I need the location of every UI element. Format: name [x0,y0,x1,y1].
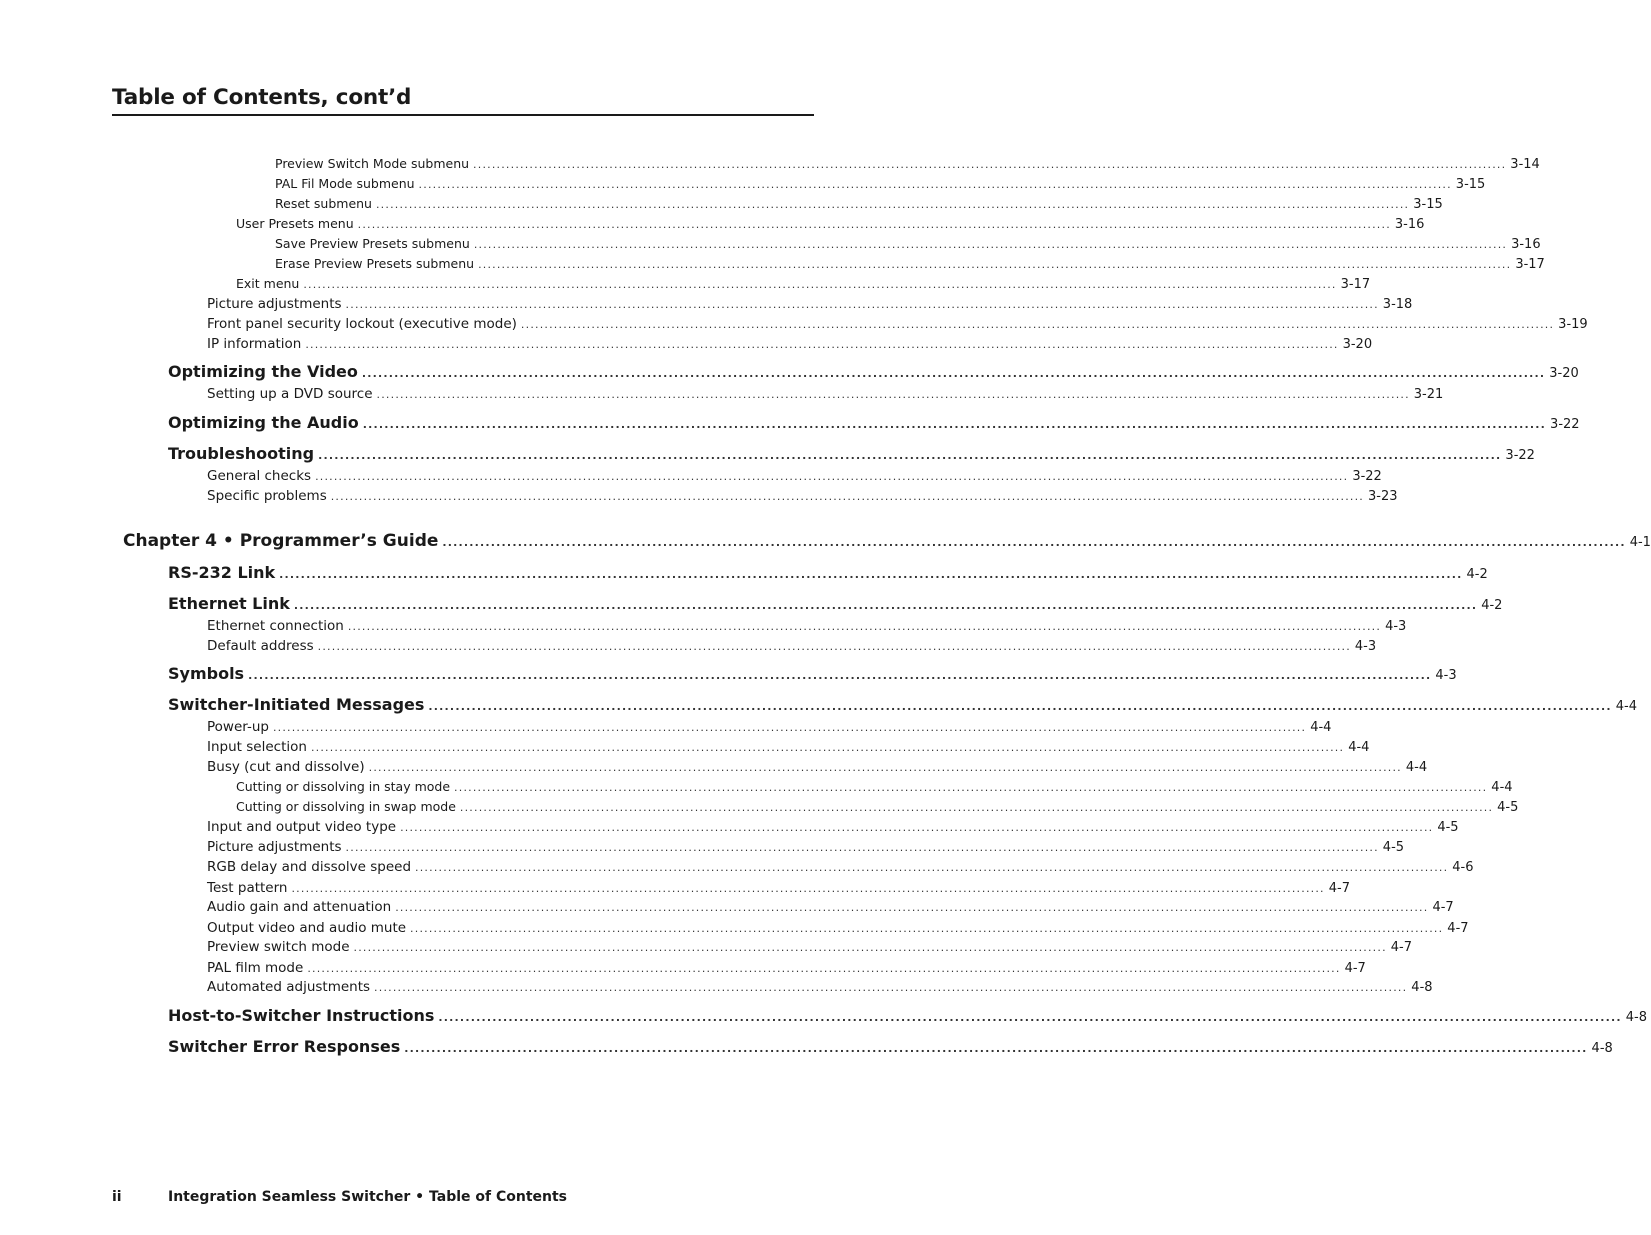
toc-entry-title: Audio gain and attenuation [207,899,392,915]
toc-leader-dots: ............................................................................................................................................................................................................................ [310,741,1345,754]
toc-entry-page: 4-3 [1385,619,1407,634]
toc-leader-dots: ............................................................................................................................................................................................................................ [305,338,1339,351]
toc-entry-title: Symbols [168,664,245,683]
toc-entry [207,937,1412,958]
toc-entry-page: 3-20 [1549,366,1579,381]
toc-entry [168,695,1637,717]
toc-entry-title: Cutting or dissolving in stay mode [236,779,451,794]
toc-leader-dots: ............................................................................................................................................................................................................................ [395,901,1429,914]
toc-entry-title: Switcher Error Responses [168,1037,401,1056]
toc-leader-dots: ............................................................................................................................................................................................................................ [478,258,1512,271]
toc-leader-dots: ............................................................................................................................................................................................................................ [293,599,1478,612]
toc-entry-title: Preview Switch Mode submenu [275,156,470,171]
toc-entry [207,897,1454,918]
toc-entry-title: Picture adjustments [207,839,342,855]
toc-leader-dots: ............................................................................................................................................................................................................................ [473,238,1508,251]
toc-entry-title: User Presets menu [236,216,354,231]
toc-entry [207,334,1373,355]
toc-entry-page: 3-23 [1367,489,1398,504]
toc-leader-dots: ............................................................................................................................................................................................................................ [317,640,1351,653]
toc-entry-page: 3-22 [1505,448,1535,463]
toc-leader-dots: ............................................................................................................................................................................................................................ [307,962,1341,975]
toc-entry [168,1006,1647,1028]
toc-entry-title: Ethernet Link [168,594,290,613]
toc-entry-page: 3-18 [1382,297,1413,312]
toc-leader-dots: ............................................................................................................................................................................................................................ [473,158,1507,171]
toc-leader-dots: ............................................................................................................................................................................................................................ [428,700,1612,713]
toc-entry [236,274,1371,295]
toc-entry [275,254,1545,275]
toc-leader-dots: ............................................................................................................................................................................................................................ [345,841,1379,854]
toc-leader-dots: ............................................................................................................................................................................................................................ [375,198,1410,211]
toc-entry-title: General checks [207,468,312,484]
toc-entry-page: 3-16 [1394,217,1425,232]
toc-leader-dots: ............................................................................................................................................................................................................................ [410,922,1444,935]
toc-leader-dots: ............................................................................................................................................................................................................................ [357,218,1391,231]
toc-entry [207,737,1370,758]
toc-entry [207,486,1398,507]
toc-leader-dots: ............................................................................................................................................................................................................................ [353,941,1387,954]
toc-entry [123,531,1651,553]
toc-entry-title: Chapter 4 • Programmer’s Guide [123,531,439,551]
toc-entry-title: Reset submenu [275,196,372,211]
toc-entry-title: RS-232 Link [168,563,276,582]
toc-entry [168,1037,1613,1059]
toc-leader-dots: ............................................................................................................................................................................................................................ [362,418,1547,431]
toc-entry [168,413,1580,435]
toc-entry-page: 4-7 [1328,881,1350,896]
toc-leader-dots: ............................................................................................................................................................................................................................ [318,449,1502,462]
toc-entry-title: Busy (cut and dissolve) [207,759,365,775]
toc-entry-title: Optimizing the Video [168,362,358,381]
toc-leader-dots: ............................................................................................................................................................................................................................ [454,781,1488,794]
toc-entry-title: Host-to-Switcher Instructions [168,1006,435,1025]
toc-leader-dots: ............................................................................................................................................................................................................................ [368,761,1402,774]
toc-entry [168,362,1579,384]
toc-entry-page: 3-20 [1342,337,1373,352]
toc-entry-page: 3-22 [1550,417,1580,432]
toc-entry-page: 4-1 [1629,535,1651,550]
toc-entry-page: 4-5 [1382,840,1405,855]
toc-leader-dots: ............................................................................................................................................................................................................................ [438,1011,1622,1024]
toc-entry [207,878,1350,899]
toc-entry-page: 4-5 [1497,800,1519,815]
toc-entry [168,594,1503,616]
toc-entry-title: Test pattern [207,880,288,896]
toc-entry [207,958,1366,979]
toc-entry-page: 4-7 [1432,900,1454,915]
toc-entry-page: 4-4 [1491,780,1513,795]
toc-entry-page: 3-21 [1413,387,1444,402]
toc-entry-title: Cutting or dissolving in swap mode [236,799,456,814]
toc-entry-title: Optimizing the Audio [168,413,359,432]
toc-entry [275,174,1486,195]
toc-entry-page: 4-7 [1390,940,1412,955]
toc-entry-page: 3-15 [1413,197,1443,212]
toc-entry-page: 4-7 [1447,921,1469,936]
toc-entry [275,154,1540,175]
toc-leader-dots: ............................................................................................................................................................................................................................ [442,536,1626,549]
toc-entry-page: 4-3 [1354,639,1377,654]
toc-entry [168,664,1457,686]
toc-entry-title: Ethernet connection [207,618,344,634]
toc-entry-title: Specific problems [207,488,327,504]
toc-entry-page: 4-4 [1348,740,1370,755]
toc-entry-page: 4-6 [1452,860,1474,875]
toc-leader-dots: ............................................................................................................................................................................................................................ [520,318,1555,331]
toc-entry-title: Preview switch mode [207,939,350,955]
toc-entry-page: 3-17 [1515,257,1545,272]
toc-entry [207,636,1377,657]
toc-entry [207,837,1405,858]
toc-leader-dots: ............................................................................................................................................................................................................................ [330,490,1364,503]
toc-leader-dots: ............................................................................................................................................................................................................................ [376,388,1410,401]
toc-leader-dots: ............................................................................................................................................................................................................................ [248,669,1432,682]
toc-entry [275,234,1541,255]
toc-entry-page: 4-5 [1437,820,1459,835]
toc-entry-page: 4-2 [1481,598,1503,613]
toc-entry [207,717,1332,738]
toc-entry [168,444,1535,466]
toc-leader-dots: ............................................................................................................................................................................................................................ [272,721,1307,734]
toc-entry-title: Troubleshooting [168,444,315,463]
toc-entry-page: 4-3 [1435,668,1457,683]
toc-leader-dots: ............................................................................................................................................................................................................................ [315,470,1349,483]
toc-leader-dots: ............................................................................................................................................................................................................................ [291,882,1325,895]
toc-entry-title: PAL film mode [207,960,304,976]
page-title: Table of Contents, cont’d [112,82,814,116]
toc-entry-page: 3-14 [1510,157,1540,172]
toc-leader-dots: ............................................................................................................................................................................................................................ [279,568,1463,581]
toc-entry [207,466,1382,487]
toc-entry [207,294,1413,315]
toc-entry [207,857,1474,878]
toc-entry-title: Input and output video type [207,819,397,835]
toc-entry-title: Picture adjustments [207,296,342,312]
toc-leader-dots: ............................................................................................................................................................................................................................ [418,178,1452,191]
toc-entry-page: 3-16 [1511,237,1541,252]
toc-entry-title: PAL Fil Mode submenu [275,176,415,191]
toc-entry [236,214,1425,235]
toc-entry-title: Output video and audio mute [207,920,407,936]
toc-entry-page: 4-4 [1615,699,1637,714]
toc-entry-page: 3-22 [1352,469,1382,484]
toc-entry-title: Exit menu [236,276,300,291]
toc-entry [207,817,1459,838]
toc-leader-dots: ............................................................................................................................................................................................................................ [303,278,1337,291]
toc-leader-dots: ............................................................................................................................................................................................................................ [400,821,1434,834]
toc-entry [236,797,1519,818]
toc-entry [207,616,1407,637]
toc-entry-title: Setting up a DVD source [207,386,373,402]
footer-title: Integration Seamless Switcher • Table of Contents [168,1189,568,1205]
toc-leader-dots: ............................................................................................................................................................................................................................ [404,1042,1588,1055]
toc-entry-page: 3-15 [1455,177,1486,192]
toc-entry-title: Power-up [207,719,269,735]
toc-entry-title: Default address [207,638,314,654]
toc-entry [207,384,1444,405]
toc-entry [207,757,1428,778]
toc-entry [168,563,1488,585]
toc-entry-title: Automated adjustments [207,979,371,995]
toc-leader-dots: ............................................................................................................................................................................................................................ [361,367,1546,380]
toc-leader-dots: ............................................................................................................................................................................................................................ [374,981,1408,994]
toc-entry-page: 4-8 [1411,980,1433,995]
toc-entry-title: Input selection [207,739,307,755]
toc-entry-page: 3-19 [1558,317,1588,332]
toc-entry [207,977,1433,998]
toc-leader-dots: ............................................................................................................................................................................................................................ [415,861,1449,874]
toc-entry-title: Front panel security lockout (executive mode) [207,316,517,332]
toc-entry-title: RGB delay and dissolve speed [207,859,412,875]
toc-entry [236,777,1513,798]
toc-leader-dots: ............................................................................................................................................................................................................................ [347,620,1382,633]
toc-entry [207,314,1588,335]
toc-entry-title: IP information [207,336,302,352]
toc-entry [207,918,1469,939]
toc-entry-title: Erase Preview Presets submenu [275,256,475,271]
toc-entry-title: Save Preview Presets submenu [275,236,470,251]
toc-entry-page: 4-4 [1310,720,1332,735]
toc-entry-page: 4-8 [1625,1010,1647,1025]
toc-entry [275,194,1443,215]
toc-entry-page: 4-8 [1591,1041,1613,1056]
toc-leader-dots: ............................................................................................................................................................................................................................ [345,298,1379,311]
toc-entry-title: Switcher-Initiated Messages [168,695,425,714]
toc-leader-dots: ............................................................................................................................................................................................................................ [459,801,1494,814]
toc-entry-page: 4-2 [1466,567,1488,582]
toc-entry-page: 4-4 [1405,760,1428,775]
footer-page-number: ii [112,1189,122,1205]
toc-entry-page: 3-17 [1340,277,1371,292]
toc-entry-page: 4-7 [1344,961,1366,976]
